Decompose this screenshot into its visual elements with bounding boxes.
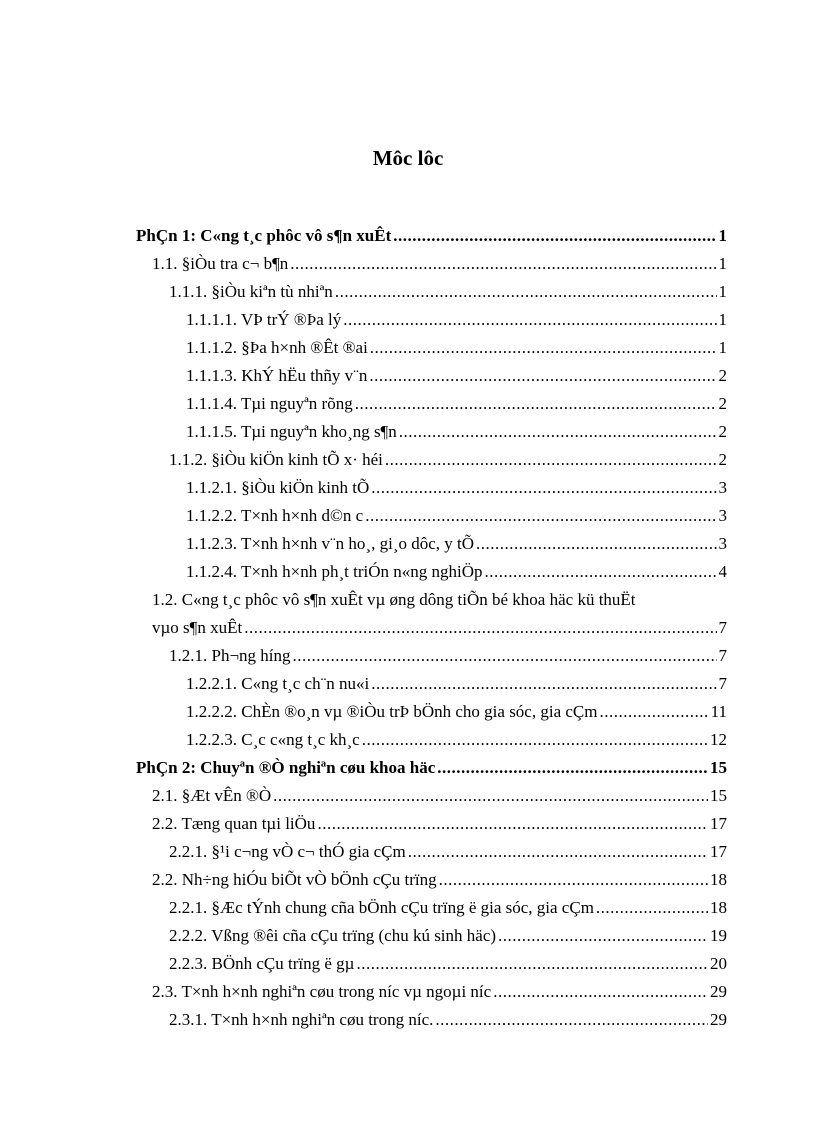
toc-page-number: 2: [718, 422, 727, 441]
toc-page-number: 7: [718, 646, 727, 665]
toc-page-number: 1: [718, 226, 727, 245]
toc-entry-1-1-1-4: [0, 390, 816, 418]
toc-entry-2-2-b: [0, 866, 816, 894]
toc-entry-text: 1.1.1.4. Tµi nguyªn rõng: [186, 394, 353, 413]
toc-leader: [362, 726, 708, 754]
toc-entry-text: 2.1. §Æt vÊn ®Ò: [152, 786, 272, 805]
toc-entry-1-2-1: [0, 642, 816, 670]
toc-page-number: 2: [718, 366, 727, 385]
toc-leader: [485, 558, 717, 586]
toc-entry-2-3-1: [0, 1006, 816, 1034]
toc-entry-text: 1.1.2. §iÒu kiÖn kinh tÕ x· héi: [169, 450, 383, 469]
toc-entry-1-1-2-1: [0, 474, 816, 502]
toc-entry-text: 1.1.1.3. KhÝ hËu thñy v¨n: [186, 366, 368, 385]
toc-leader: [369, 362, 716, 390]
toc-leader: [399, 418, 717, 446]
toc-entry-1-1-1: [0, 278, 816, 306]
toc-leader: [393, 222, 716, 250]
toc-entry-2-2-2: [0, 922, 816, 950]
toc-entry-text: 1.1.2.3. T×nh h×nh v¨n ho¸, gi¸o dôc, y tÕ: [186, 534, 475, 553]
toc-entry-1-1: [0, 250, 816, 278]
toc-leader: [439, 866, 708, 894]
toc-leader: [596, 894, 708, 922]
toc-page-number: 3: [718, 506, 727, 525]
toc-page-number: 17: [710, 814, 727, 833]
toc-page-number: 4: [718, 562, 727, 581]
toc-leader: [290, 250, 716, 278]
toc-entry-1-2-2-3: [0, 726, 816, 754]
toc-entry-2-2: [0, 810, 816, 838]
toc-page-number: 15: [710, 758, 727, 777]
toc-page-number: 12: [710, 730, 727, 749]
toc-entry-text: 1.1. §iÒu tra c¬ b¶n: [152, 254, 289, 273]
toc-entry-1-1-2-4: [0, 558, 816, 586]
toc-entry-1-2: [0, 614, 816, 642]
toc-entry-1-1-2-3: [0, 530, 816, 558]
toc-page-number: 1: [718, 310, 727, 329]
toc-entry-2-2-1: [0, 838, 816, 866]
toc-leader: [385, 446, 717, 474]
toc-leader: [355, 390, 717, 418]
toc-entry-1-2-2-1: [0, 670, 816, 698]
toc-entry-text: 1.2.2.2. ChÈn ®o¸n vµ ®iÒu trÞ bÖnh cho gia sóc, gia cÇm: [186, 702, 598, 721]
toc-leader: [435, 1006, 708, 1034]
toc-page-number: 19: [710, 926, 727, 945]
toc-leader: [343, 306, 716, 334]
toc-entry-text: 1.1.1.2. §Þa h×nh ®Êt ®ai: [186, 338, 368, 357]
toc-page-number: 3: [718, 534, 727, 553]
toc-leader: [335, 278, 717, 306]
toc-page-number: 11: [710, 702, 727, 721]
toc-entry-1-1-1-5: [0, 418, 816, 446]
toc-leader: [356, 950, 708, 978]
toc-entry-text: 1.2.2.1. C«ng t¸c ch¨n nu«i: [186, 674, 370, 693]
toc-entry-text: 1.1.2.1. §iÒu kiÖn kinh tÕ: [186, 478, 370, 497]
toc-entry-text: 1.2. C«ng t¸c phôc vô s¶n xuÊt vµ øng dông tiÕn bé khoa häc kü thuËt: [152, 590, 636, 609]
toc-leader: [370, 334, 717, 362]
toc-page-number: 7: [718, 674, 727, 693]
toc-leader: [273, 782, 708, 810]
toc-leader: [599, 698, 708, 726]
toc-entry-text: 2.3. T×nh h×nh nghiªn cøu trong níc vµ ngoµi níc: [152, 982, 492, 1001]
toc-leader: [244, 614, 716, 642]
toc-entry-text: 1.2.1. Ph¬ng híng: [169, 646, 291, 665]
toc-entry-text: 2.3.1. T×nh h×nh nghiªn cøu trong níc.: [169, 1010, 434, 1029]
toc-page-number: 3: [718, 478, 727, 497]
toc-entry-2-3: [0, 978, 816, 1006]
toc-entry-2-2-3: [0, 950, 816, 978]
toc-entry-2-2-1-b: [0, 894, 816, 922]
toc-entry-text: 2.2. Tæng quan tµi liÖu: [152, 814, 316, 833]
toc-page-number: 29: [710, 982, 727, 1001]
toc-page-number: 2: [718, 394, 727, 413]
toc-entry-text: 2.2. Nh÷ng hiÓu biÕt vÒ bÖnh cÇu trïng: [152, 870, 437, 889]
toc-page-number: 7: [718, 618, 727, 637]
toc-entry-text: 2.2.3. BÖnh cÇu trïng ë gµ: [169, 954, 355, 973]
toc-entry-text: 1.1.2.4. T×nh h×nh ph¸t triÓn n«ng nghiÖp: [186, 562, 483, 581]
toc-entry-1-1-1-3: [0, 362, 816, 390]
toc-leader: [317, 810, 708, 838]
toc-entry-text: 1.1.1.5. Tµi nguyªn kho¸ng s¶n: [186, 422, 397, 441]
toc-entry-text: 1.2.2.3. C¸c c«ng t¸c kh¸c: [186, 730, 360, 749]
toc-page-number: 18: [710, 898, 727, 917]
toc-page-number: 29: [710, 1010, 727, 1029]
toc-entry-1-1-1-2: [0, 334, 816, 362]
toc-page-number: 18: [710, 870, 727, 889]
toc-entry-text: PhÇn 1: C«ng t¸c phôc vô s¶n xuÊt: [136, 226, 392, 245]
toc-entry-text: 2.2.2. Vßng ®êi cña cÇu trïng (chu kú sinh häc): [169, 926, 497, 945]
toc-page-number: 1: [718, 254, 727, 273]
toc-entry-1-2-2-2: [0, 698, 816, 726]
toc-leader: [493, 978, 708, 1006]
toc-page-number: 17: [710, 842, 727, 861]
toc-leader: [371, 474, 716, 502]
page-title: Môc lôc: [372, 146, 444, 170]
toc-entry-continuation: vµo s¶n xuÊt: [152, 618, 243, 637]
toc-leader: [371, 670, 716, 698]
toc-entry-text: 1.1.1. §iÒu kiªn tù nhiªn: [169, 282, 333, 301]
toc-page-number: 1: [718, 338, 727, 357]
toc-page-number: 1: [718, 282, 727, 301]
toc-entry-text: 2.2.1. §¹i c¬ng vÒ c¬ thÓ gia cÇm: [169, 842, 406, 861]
toc-entry-text: 1.1.1.1. VÞ trÝ ®Þa lý: [186, 310, 342, 329]
toc-entry-1-1-2-2: [0, 502, 816, 530]
toc-entry-text: 1.1.2.2. T×nh h×nh d©n c: [186, 506, 364, 525]
toc-page-number: 15: [710, 786, 727, 805]
toc-leader: [365, 502, 716, 530]
toc-page-number: 20: [710, 954, 727, 973]
toc-leader: [437, 754, 708, 782]
toc-entry-1-1-2: [0, 446, 816, 474]
toc-entry-text: 2.2.1. §Æc tÝnh chung cña bÖnh cÇu trïng ë gia sóc, gia cÇm: [169, 898, 594, 917]
toc-entry-1-1-1-1: [0, 306, 816, 334]
toc-leader: [476, 530, 716, 558]
toc-entry-text: PhÇn 2: Chuyªn ®Ò nghiªn cøu khoa häc: [136, 758, 436, 777]
toc-leader: [293, 642, 717, 670]
toc-entry-part-1: [0, 222, 816, 250]
toc-entry-part-2: [0, 754, 816, 782]
toc-entry-2-1: [0, 782, 816, 810]
toc-leader: [408, 838, 708, 866]
toc-leader: [498, 922, 708, 950]
toc-page-number: 2: [718, 450, 727, 469]
